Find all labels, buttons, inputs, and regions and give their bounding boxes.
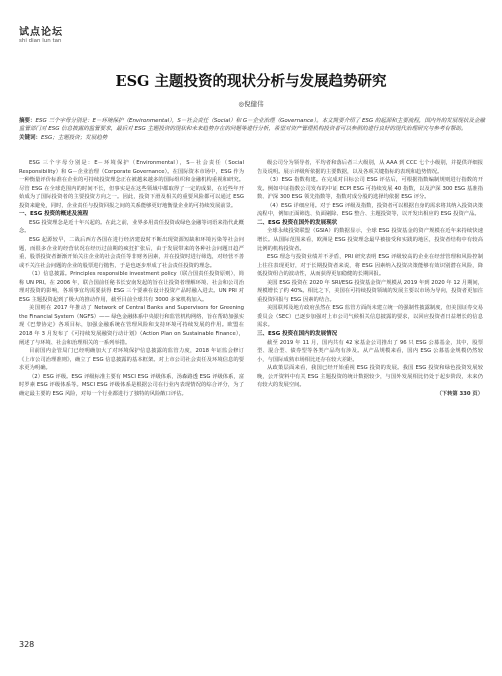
article-author: ◎倪健伟	[238, 100, 264, 108]
body-paragraph: （2）ESG 评级。ESG 评级标准主要有 MSCI ESG 评级体系，汤森路透 ESG 评级体系，富时罗素 ESG 评级体系等。MSCI ESG 评级体系是根据公司在行业内表现情况的综合评分，为了确定最主要的 ESG 风险，对每一个行业都进行了独特的风险敞口评估。	[19, 373, 244, 397]
section-heading: 一、ESG 投资的概述及流程	[19, 211, 89, 218]
page-number: 328	[19, 640, 35, 649]
abstract-text: ESG 三个字母分别是：E－环境保护（Environmental），S－社会责任（Social）和 G－企业治理（Governance）。本文简要介绍了 ESG 的起源和主要流程，国内外的发展现状及金融监管部门对 ESG 信息披露的监管要求，最后对 ESG 主题投资的现状和未来趋势存在的问题等进行分析，希望对资产管理机构投资者可以参照的进行良好的现代治理研究与参考有帮助。	[19, 118, 485, 133]
body-paragraph: 目前国内金管局门已经明确加大了对环境保护信息披露的监管力度，2018 年证监会修订《上市公司治理准则》，确立了 ESG 信息披露的基本框架。对上市公司社会责任及环境信息的要求更为明确。	[19, 348, 244, 372]
body-paragraph: ESG 理念与投资业绩并不矛盾，PRI 研究表明 ESG 评级较高的企业在经营管理和风险控制上往往表现更好，对于长期投资者来说，将 ESG 因素纳入投资决策能够有效识别潜在风险，降低投资组合的波动性，从而获得更加稳健的长期回报。	[257, 254, 483, 278]
body-paragraph: 截至 2019 年 11 月，国内共有 42 家基金公司推出了 96 只 ESG 公募基金，其中，股票型、混合型、债券型等各类产品均有涉及。从产品规模来看，国内 ESG 公募基金规模仍然较小，与国际成熟市场相比还存在较大差距。	[257, 339, 483, 363]
keywords-label: 关键词：	[19, 134, 42, 141]
body-paragraph: ESG 投资理念是近十年兴起的。在此之前，业界多用责任投资或绿色金融等词语来指代此概念。	[19, 219, 244, 235]
abstract-label: 摘要：	[19, 118, 36, 124]
body-paragraph: 从政策层面来看，我国已经开始重视 ESG 投资的发展。我国 ESG 投资和绿色投资发展较晚，公开资料中有关 ESG 主题投资的统计数据较少，与国外发展相比仍处于起步阶段，未来仍有较大的发展空间。	[257, 365, 483, 389]
section-heading: 三、ESG 投资在国内的发展情况	[257, 330, 338, 337]
body-paragraph: ESG 三个字母分别是：E－环境保护（Environmental），S－社会责任（Social Responsibility）和 G－企业治理（Corporate Governance）。在国际资本市场中，ESG 作为一种衡量评价标准在企业的可持续投资理念正在被越来越多的国际组织和金融机构重视和研究。尽管 ESG 在全球范围内的时间不长，但事实是在这些领域中都取得了一定的成果，在近些年开始成为了国际投资者的主要投资方向之一。因此，投资下滑及相关的重要风险都可以通过 ESG 投资来避免，同时，企业责任与投资回报之间的关系能够更好地衡量企业的可持续发展前景。	[19, 160, 244, 209]
continued-note: （下转第 330 页）	[436, 390, 483, 397]
body-paragraph: （1）信息披露。Principles responsible investment policy（联合国责任投资原则），简称 UN PRI。在 2006 年，联合国前任秘书长安南发起的旨在让投资者理解环境、社会和公司治理对投资的影响，各项事宜均需要获得 ESG 三个要素在设计投资产品时融入进去。UN PRI 对 ESG 主题投资起到了极大的推动作用，截至目前全球共有 3000 多家机构加入。	[19, 271, 244, 303]
keywords-text: ESG；主题投资；发展趋势	[41, 134, 108, 141]
body-paragraph: 全球永续投资联盟（GSIA）的数据显示，全球 ESG 投资基金的资产规模在近年来持续快速增长。从国际范围来看，欧洲是 ESG 投资理念最早被接受和实践的地区，投资者结构中有较高比例的机构投资者。	[257, 228, 483, 252]
body-paragraph: （4）ESG 详细应用。对于 ESG 评级及指数，投资者可以根据自身的需求将其纳入投资决策流程中，例如正面筛选、负面剔除、ESG 整合、主题投资等，以开发出相应的 ESG 投资产品。	[257, 202, 483, 218]
section-heading: 二、ESG 投资在国外的发展现状	[257, 219, 338, 226]
body-paragraph: 美国 ESG 投资在 2020 年 SRI/ESG 投资基金资产规模从 2019 年到 2020 年 12 月期间，规模增长了约 40%。相比之下，美国在可持续投资领域的发展主要以市场为导向，投资者更加注重投资回报与 ESG 因素的结合。	[257, 279, 483, 303]
body-paragraph: （3）ESG 指数构建。在完成对目标公司 ESG 评估后，可根据指数编制规则进行指数的开发。例如中证指数公司发布的中证 ECPI ESG 可持续发展 40 指数，以及沪深 300 ESG 基准指数、沪深 300 ESG 领先指数等，指数对成分股的选择均依据 ESG 评分。	[257, 177, 483, 201]
body-paragraph: 美国则在 2017 年推动了 Network of Central Banks and Supervisors for Greening the Financial System（NGFS）—— 绿色金融体系中央银行和监管机构网络，旨在帮助加强实现《巴黎协定》各项目标，加强金融系统在管理风险和支持环境可持续发展的作用。欧盟在 2018 年 3 月发布了《可持续发展融资行动计划》（Action Plan on Sustainable Finance），阐述了与环境、社会和治理相关的一系列举措。	[19, 305, 244, 346]
journal-brand: 试点论坛	[19, 27, 63, 38]
article-title: ESG 主题投资的现状分析与发展趋势研究	[115, 73, 387, 90]
body-paragraph: 美国联邦及地方政府虽然在 ESG 监管方面尚未建立统一的强制性披露制度，但美国证券交易委员会（SEC）已逐步加强对上市公司气候相关信息披露的要求，以回应投资者日益增长的信息需求。	[257, 305, 483, 329]
body-left-column	[19, 159, 244, 398]
journal-header	[19, 27, 63, 45]
abstract-block	[19, 117, 485, 142]
body-right-column	[257, 159, 483, 398]
journal-brand-pinyin: shi dian lun tan	[19, 38, 62, 44]
body-paragraph: 级公司分为领导者，平均者和落后者三大级别，从 AAA 到 CCC 七个小级别，并提供详细报告及说明。展示评级所依据的主要数据，以及各项关键指标的表现和趋势情况。	[257, 160, 483, 175]
body-paragraph: ESG 起源较早，二战后西方各国在进行经济建设时不断出现资源短缺和环境污染等社会问题，而很多企业的经营状况在经历过前期的疯狂扩张后，由于发展带来的各种社会问题日趋严重，股票投资者渐渐开始关注企业的社会责任等非财务因素，并在投资时进行筛选，对经营不善或不关注社会问题的企业的股票进行抛售，于是也逐步形成了社会责任投资的理念。	[19, 236, 244, 269]
